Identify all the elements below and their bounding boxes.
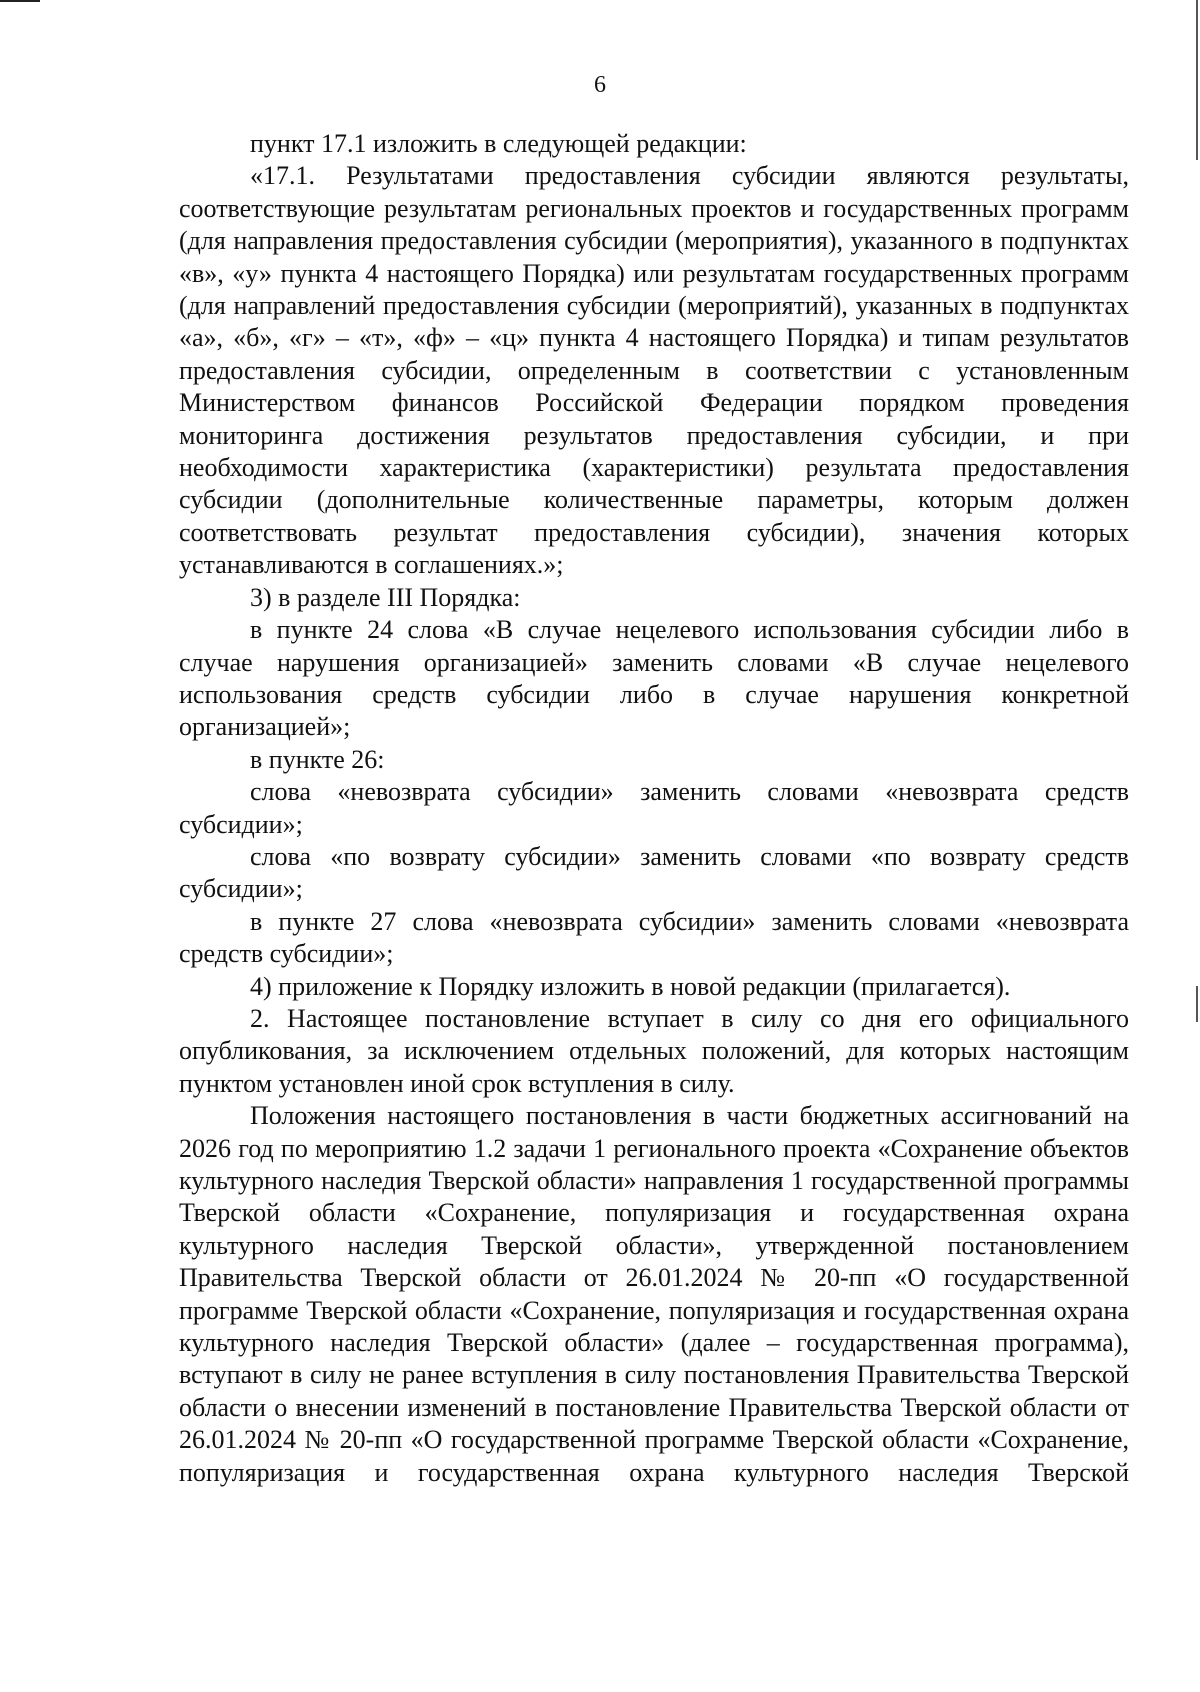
paragraph: слова «невозврата субсидии» заменить словами «невозврата средств субсидии»; [179,777,1129,839]
scan-edge-mark [1196,986,1198,1022]
scan-edge-mark [0,0,40,2]
paragraph: пункт 17.1 изложить в следующей редакции: [250,129,747,158]
paragraph: 3) в разделе III Порядка: [250,582,521,612]
paragraph: в пункте 27 слова «невозврата субсидии» заменить словами «невозврата средств субсидии»; [179,906,1129,969]
page-number: 6 [594,72,606,98]
paragraph: Положения настоящего постановления в части бюджетных ассигнований на 2026 год по мероприятию 1.2 задачи 1 регионального проекта «Сохранение объектов культурного наследия Тверской области» направления 1 государственной программы Тверской области «Сохранение, популяризация и государственная охрана культурного наследия Тверской области», утвержденной постановлением Правительства Тверской области от 26.01.2024 № 20-пп «О государственной программе Тверской области «Сохранение, популяризация и государственная охрана культурного наследия Тверской области» (далее – государственная программа), вступают в силу не ранее вступления в силу постановления Правительства Тверской области о внесении изменений в постановление Правительства Тверской области от 26.01.2024 № 20-пп «О государственной программе Тверской области «Сохранение, популяризация и государственная охрана культурного наследия Тверской [179,1101,1129,1487]
paragraph: слова «по возврату субсидии» заменить словами «по возврату средств субсидии»; [179,841,1129,904]
paragraph: в пункте 26: [250,744,385,774]
paragraph: «17.1. Результатами предоставления субсидии являются результаты, соответствующие результатам региональных проектов и государственных программ (для направления предоставления субсидии (мероприятия), указанного в подпунктах «в», «у» пункта 4 настоящего Порядка) или результатам государственных программ (для направлений предоставления субсидии (мероприятий), указанных в подпунктах «а», «б», «г» – «т», «ф» – «ц» пункта 4 настоящего Порядка) и типам результатов предоставления субсидии, определенным в соответствии с установленным Министерством финансов Российской Федерации порядком проведения мониторинга достижения результатов предоставления субсидии, и при необходимости характеристика (характеристики) результата предоставления субсидии (дополнительные количественные параметры, которым должен соответствовать результат предоставления субсидии), значения которых устанавливаются в соглашениях.»; [179,161,1129,580]
paragraph: 4) приложение к Порядку изложить в новой редакции (прилагается). [250,971,1011,1001]
paragraph: 2. Настоящее постановление вступает в силу со дня его официального опубликования, за исключением отдельных положений, для которых настоящим пунктом установлен иной срок вступления в силу. [179,1003,1129,1098]
document-body [179,128,1129,1489]
paragraph: в пункте 24 слова «В случае нецелевого использования субсидии либо в случае нарушения организацией» заменить словами «В случае нецелевого использования средств субсидии либо в случае нарушения конкретной организацией»; [179,615,1129,742]
